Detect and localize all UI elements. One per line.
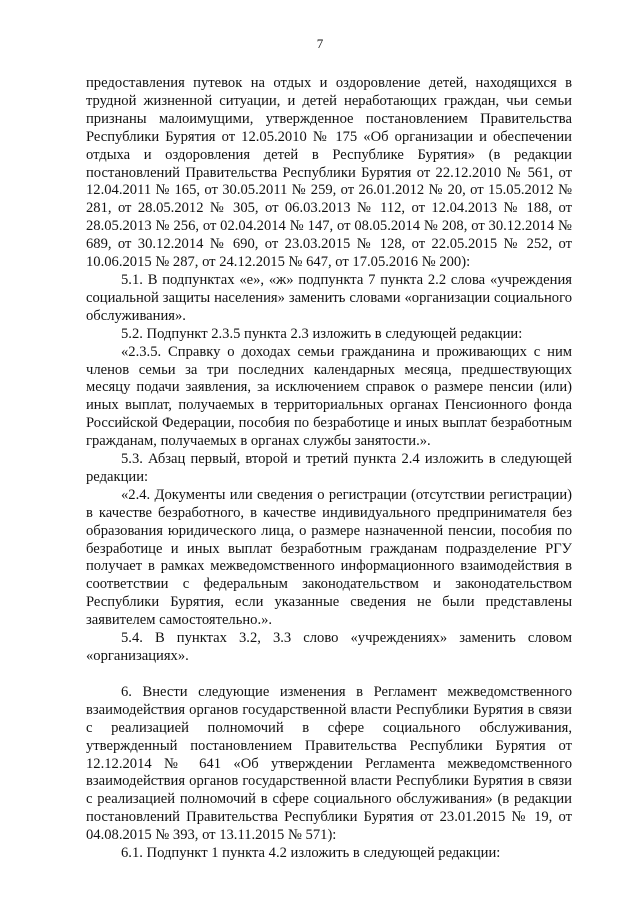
paragraph-6: 6. Внести следующие изменения в Регламент межведомственного взаимодействия органов государственной власти Республики Бурятия в связи с реализацией полномочий в сфере социального обслуживания, утвержденный постановлением Правительства Республики Бурятия от 12.12.2014 № 641 «Об утверждении Регламента межведомственного взаимодействия органов государственной власти Республики Бурятия в связи с реализацией полномочий в сфере социального обслуживания» (в редакции постановлений Правительства Республики Бурятия от 23.01.2015 № 19, от 04.08.2015 № 393, от 13.11.2015 № 571): — [86, 683, 572, 844]
section-gap — [86, 666, 572, 684]
paragraph-2-3-5-quote: «2.3.5. Справку о доходах семьи гражданина и проживающих с ним членов семьи за три последних календарных месяца, предшествующих месяцу подачи заявления, за исключением справок о размере пенсии (или) иных выплат, получаемых в территориальных органах Пенсионного фонда Российской Федерации, пособия по безработице и иных выплат безработным гражданам, получаемых в органах службы занятости.». — [86, 343, 572, 450]
paragraph-5-4: 5.4. В пунктах 3.2, 3.3 слово «учреждениях» заменить словом «организациях». — [86, 630, 572, 664]
page-number: 7 — [316, 36, 324, 51]
paragraph-5-2: 5.2. Подпункт 2.3.5 пункта 2.3 изложить в следующей редакции: — [121, 325, 523, 342]
paragraph-5-3: 5.3. Абзац первый, второй и третий пункта 2.4 изложить в следующей редакции: — [86, 451, 572, 485]
document-body — [86, 75, 572, 863]
paragraph-6-1: 6.1. Подпункт 1 пункта 4.2 изложить в следующей редакции: — [121, 845, 501, 862]
paragraph-continuation: предоставления путевок на отдых и оздоровление детей, находящихся в трудной жизненной ситуации, и детей неработающих граждан, чьи семьи признаны малоимущими, утвержденное постановлением Правительства Республики Бурятия от 12.05.2010 № 175 «Об организации и обеспечении отдыха и оздоровления детей в Республике Бурятия» (в редакции постановлений Правительства Республики Бурятия от 22.12.2010 № 561, от 12.04.2011 № 165, от 30.05.2011 № 259, от 26.01.2012 № 20, от 15.05.2012 № 281, от 28.05.2012 № 305, от 06.03.2013 № 112, от 12.04.2013 № 188, от 28.05.2013 № 256, от 02.04.2014 № 147, от 08.05.2014 № 208, от 30.12.2014 № 689, от 30.12.2014 № 690, от 23.03.2015 № 128, от 22.05.2015 № 252, от 10.06.2015 № 287, от 24.12.2015 № 647, от 17.05.2016 № 200): — [86, 75, 572, 271]
paragraph-2-4-quote: «2.4. Документы или сведения о регистрации (отсутствии регистрации) в качестве безработного, в качестве индивидуального предпринимателя без образования юридического лица, о размере назначенной пенсии, пособия по безработице и иных выплат безработным гражданам подразделение РГУ получает в рамках межведомственного информационного взаимодействия в соответствии с федеральным законодательством и законодательством Республики Бурятия, если указанные сведения не были представлены заявителем самостоятельно.». — [86, 486, 572, 629]
paragraph-5-1: 5.1. В подпунктах «е», «ж» подпункта 7 пункта 2.2 слова «учреждения социальной защиты населения» заменить словами «организации социального обслуживания». — [86, 271, 572, 324]
